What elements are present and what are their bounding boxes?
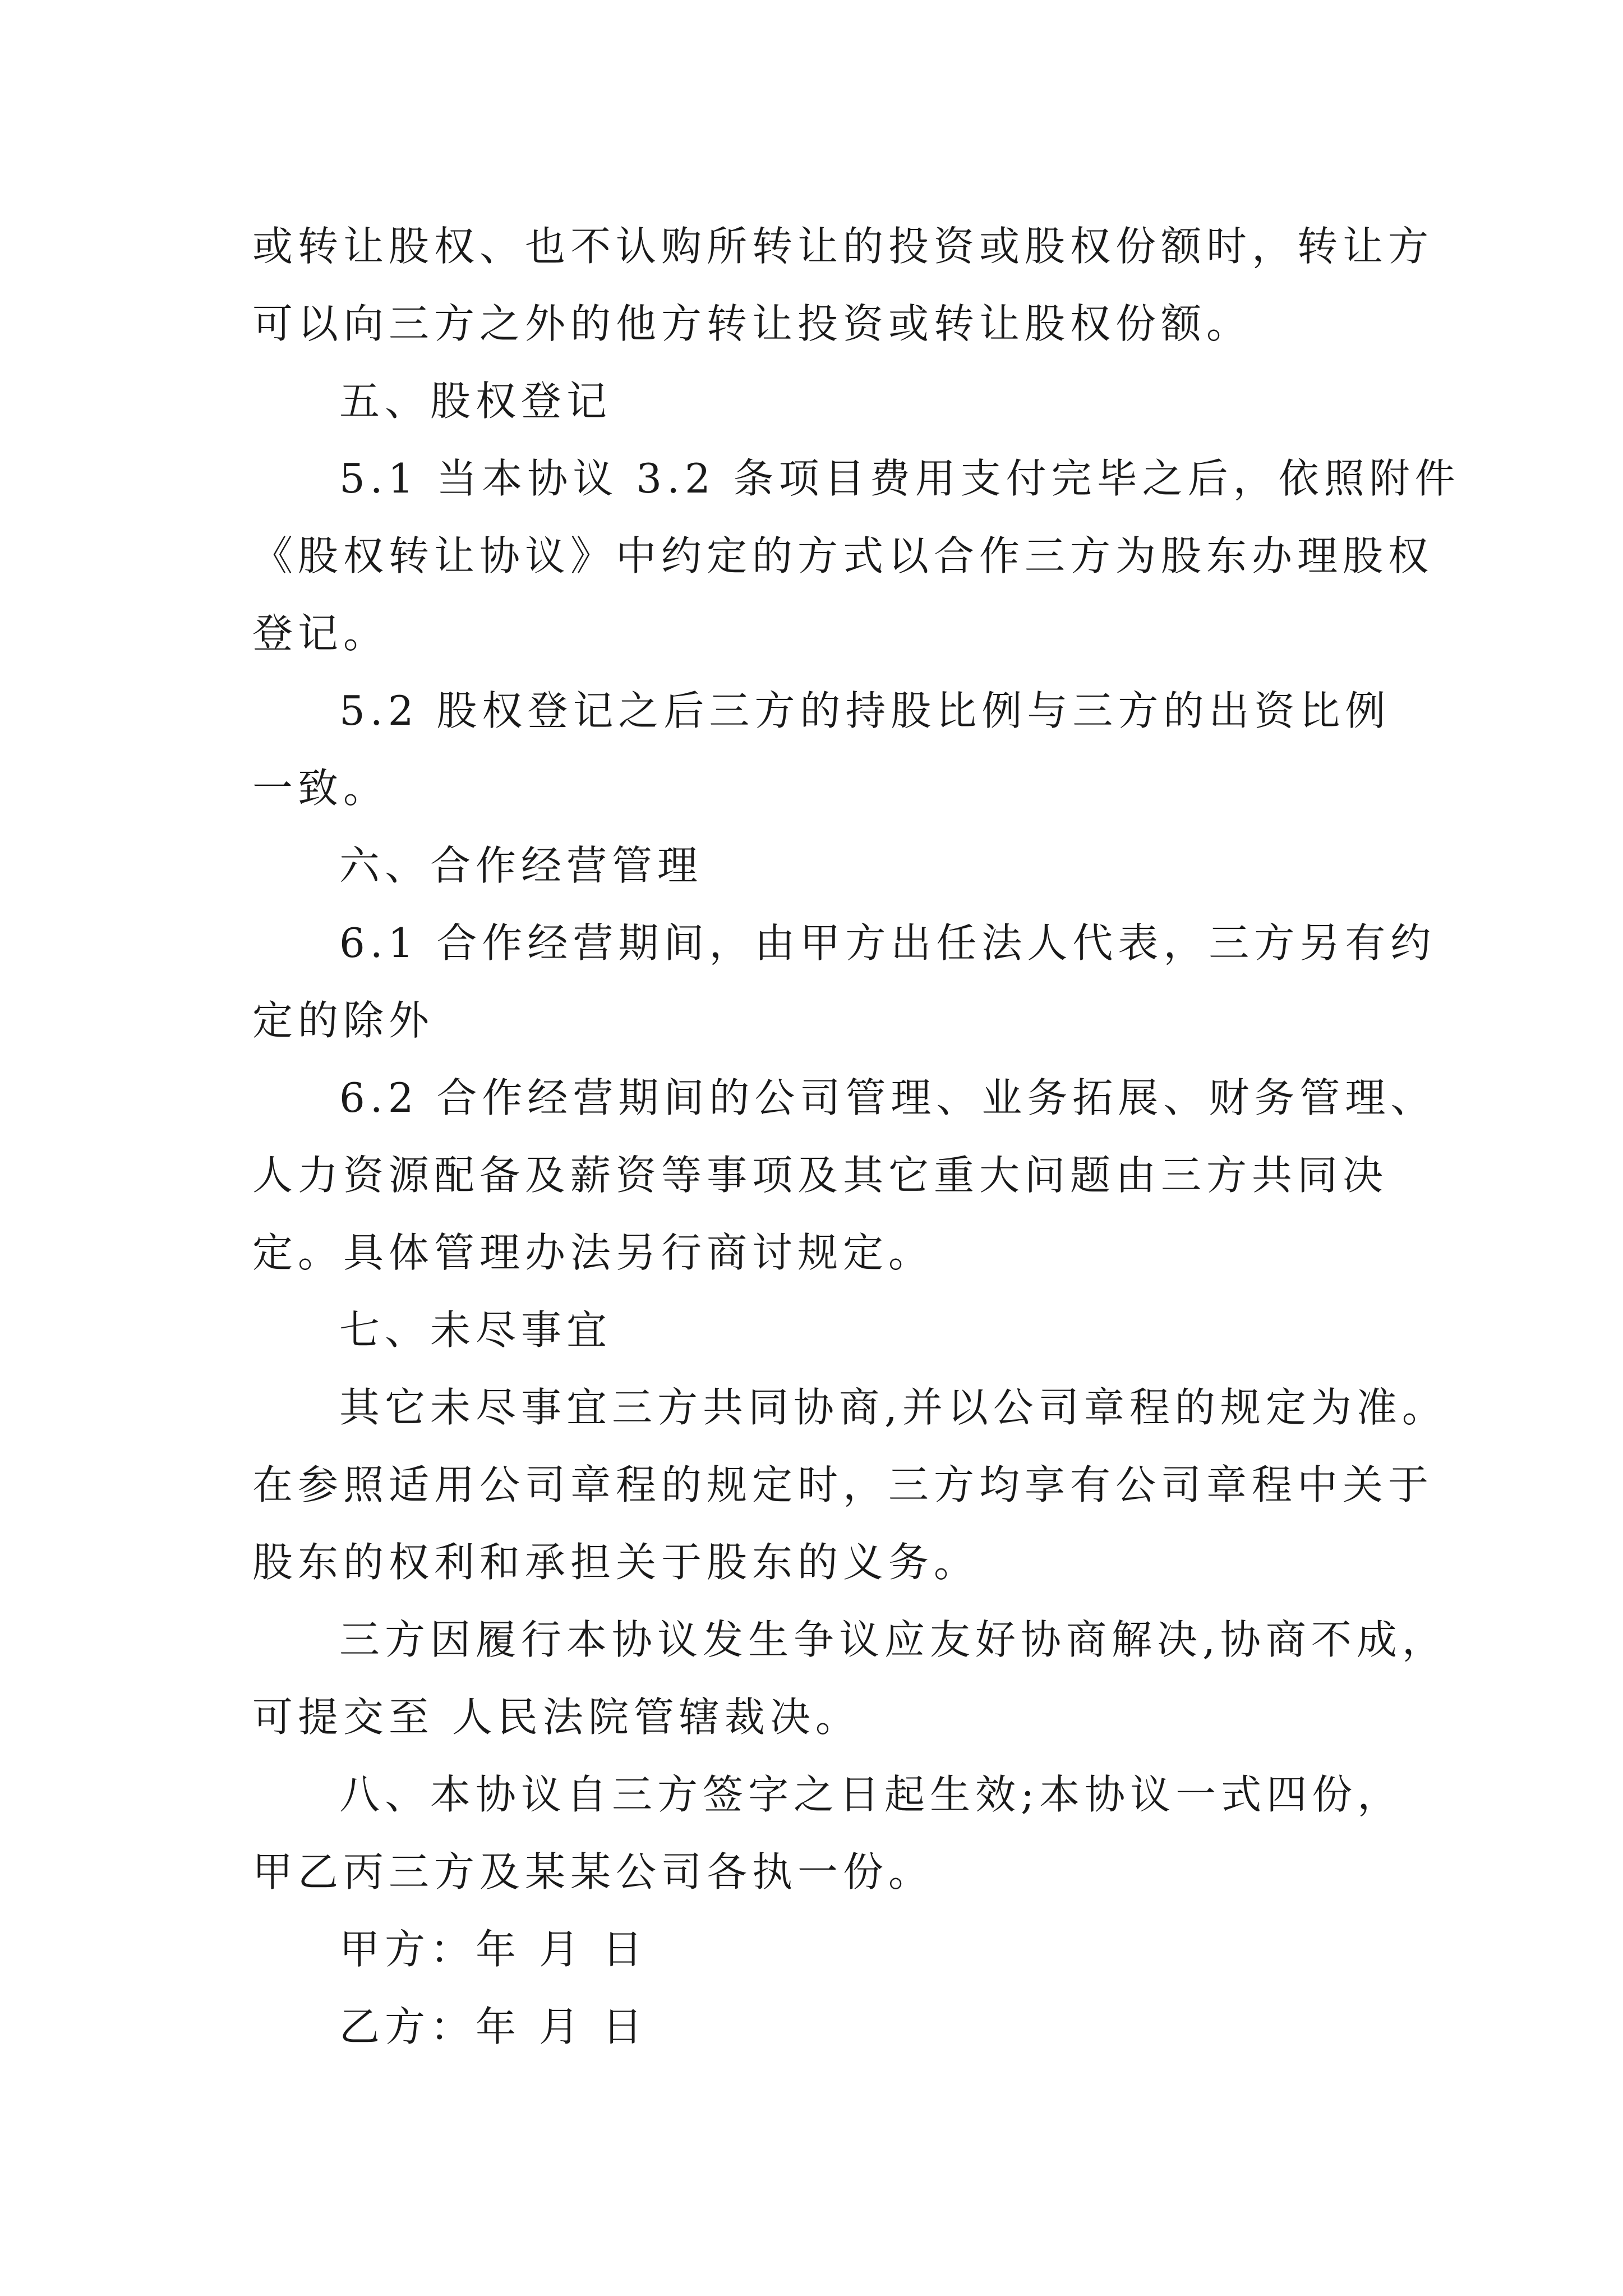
text-line: 一致。 (252, 765, 389, 812)
document-body (252, 208, 1460, 2065)
text-line: 人力资源配备及薪资等事项及其它重大问题由三方共同决 (252, 1152, 1389, 1199)
text-line: 定的除外 (252, 997, 435, 1044)
section-heading: 七、未尽事宜 (339, 1306, 612, 1354)
text-line: 股东的权利和承担关于股东的义务。 (252, 1539, 980, 1586)
text-line: 可以向三方之外的他方转让投资或转让股权份额。 (252, 300, 1252, 347)
text-line: 6.2 合作经营期间的公司管理、业务拓展、财务管理、 (339, 1074, 1436, 1121)
text-line: 登记。 (252, 610, 389, 657)
text-line: 三方因履行本协议发生争议应友好协商解决,协商不成， (339, 1616, 1447, 1663)
section-heading: 五、股权登记 (339, 378, 612, 425)
text-line: 在参照适用公司章程的规定时，三方均享有公司章程中关于 (252, 1461, 1434, 1508)
section-heading: 六、合作经营管理 (339, 842, 703, 889)
text-line: 甲乙丙三方及某某公司各执一份。 (252, 1848, 934, 1895)
signature-line-party-b: 乙方：年 月 日 (339, 2003, 648, 2050)
text-line: 可提交至 人民法院管辖裁决。 (252, 1694, 861, 1741)
text-line: 定。具体管理办法另行商讨规定。 (252, 1229, 934, 1276)
text-line: 6.1 合作经营期间，由甲方出任法人代表，三方另有约 (339, 919, 1436, 967)
text-line: 或转让股权、也不认购所转让的投资或股权份额时，转让方 (252, 223, 1434, 270)
section-heading: 八、本协议自三方签字之日起生效;本协议一式四份， (339, 1771, 1403, 1818)
text-line: 《股权转让协议》中约定的方式以合作三方为股东办理股权 (252, 532, 1434, 579)
text-line: 其它未尽事宜三方共同协商,并以公司章程的规定为准。 (339, 1384, 1447, 1431)
signature-line-party-a: 甲方：年 月 日 (339, 1926, 648, 1973)
text-line: 5.1 当本协议 3.2 条项目费用支付完毕之后，依照附件 (339, 455, 1460, 502)
text-line: 5.2 股权登记之后三方的持股比例与三方的出资比例 (339, 687, 1391, 734)
